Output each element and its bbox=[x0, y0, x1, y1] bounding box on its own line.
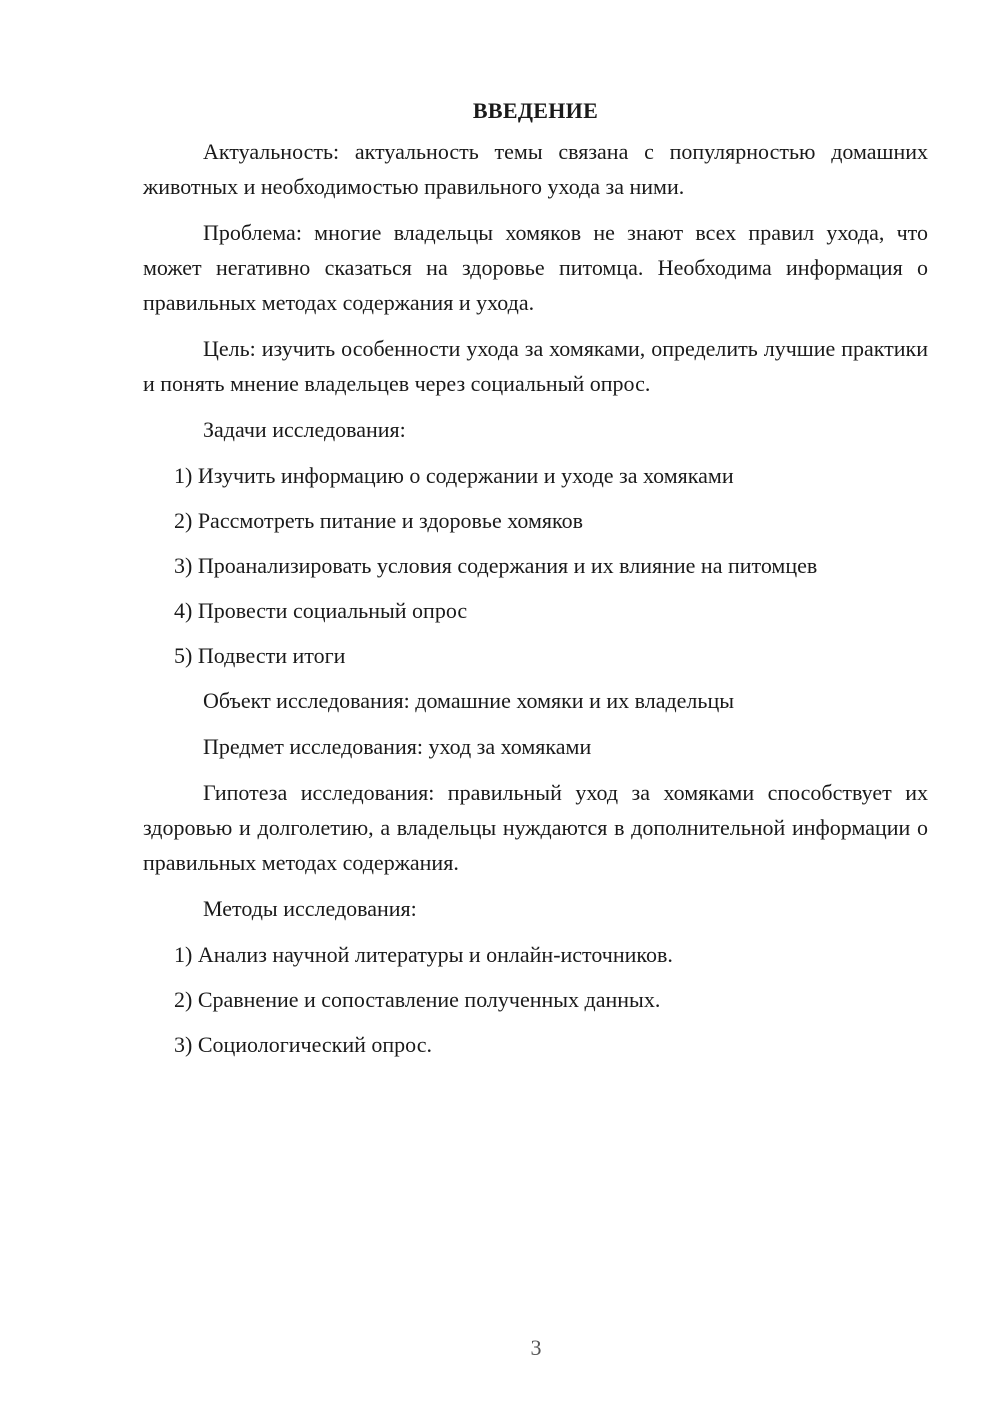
page-number: 3 bbox=[530, 1335, 542, 1360]
object-paragraph: Объект исследования: домашние хомяки и их владельцы bbox=[203, 688, 734, 713]
list-item: 2) Рассмотреть питание и здоровье хомяков bbox=[174, 508, 583, 533]
hypothesis-paragraph: Гипотеза исследования: правильный уход за хомяками способствует их здоровью и долголетию, а владельцы нуждаются в дополнительной информации о правильных методах содержания. bbox=[143, 780, 928, 875]
problem-paragraph: Проблема: многие владельцы хомяков не знают всех правил ухода, что может негативно сказаться на здоровье питомца. Необходима информация о правильных методах содержания и ухода. bbox=[143, 220, 928, 315]
goal-paragraph: Цель: изучить особенности ухода за хомяками, определить лучшие практики и понять мнение владельцев через социальный опрос. bbox=[143, 336, 928, 396]
document-body bbox=[143, 96, 928, 1072]
list-item: 5) Подвести итоги bbox=[174, 643, 346, 668]
list-item: 3) Проанализировать условия содержания и их влияние на питомцев bbox=[174, 553, 818, 578]
methods-list bbox=[143, 937, 928, 1062]
subject-paragraph: Предмет исследования: уход за хомяками bbox=[203, 734, 592, 759]
relevance-paragraph: Актуальность: актуальность темы связана с популярностью домашних животных и необходимостью правильного ухода за ними. bbox=[143, 139, 928, 199]
list-item: 1) Анализ научной литературы и онлайн-источников. bbox=[174, 942, 673, 967]
section-title: ВВЕДЕНИЕ bbox=[472, 98, 599, 123]
methods-heading: Методы исследования: bbox=[203, 896, 417, 921]
tasks-list bbox=[143, 458, 928, 673]
list-item: 1) Изучить информацию о содержании и уходе за хомяками bbox=[174, 463, 734, 488]
list-item: 2) Сравнение и сопоставление полученных данных. bbox=[174, 987, 661, 1012]
list-item: 4) Провести социальный опрос bbox=[174, 598, 468, 623]
tasks-heading: Задачи исследования: bbox=[203, 417, 406, 442]
list-item: 3) Социологический опрос. bbox=[174, 1032, 432, 1057]
